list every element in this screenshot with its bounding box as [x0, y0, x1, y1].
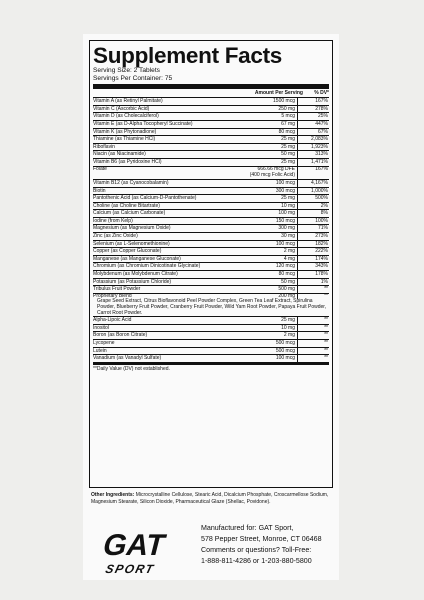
nutrient-name: Vitamin E (as D-Alpha Tocopheryl Succinate) — [93, 120, 193, 127]
nutrient-dv: 8% — [297, 210, 329, 217]
nutrient-name: Magnesium (as Magnesium Oxide) — [93, 225, 171, 232]
table-row — [93, 180, 329, 188]
table-row — [93, 263, 329, 271]
other-ingredients — [91, 492, 333, 505]
table-row — [93, 106, 329, 114]
nutrient-list-2 — [93, 180, 329, 294]
nutrient-dv: 100% — [297, 218, 329, 225]
logo-text-bottom: SPORT — [104, 562, 157, 576]
nutrient-name: Manganese (as Manganese Gluconate) — [93, 255, 181, 262]
nutrient-amount: 100 mcg — [275, 179, 295, 186]
nutrient-name: Choline (as Choline Bitartrate) — [93, 202, 160, 209]
table-row — [93, 332, 329, 340]
nutrient-amount: 2 mg — [283, 248, 295, 255]
nutrient-name: Tribulus Fruit Powder — [93, 286, 141, 293]
nutrient-amount: 500 mg — [278, 286, 295, 293]
blend-name: Proprietary Blend — [93, 292, 132, 299]
nutrient-dv: 222% — [297, 248, 329, 255]
nutrient-dv: 273% — [297, 233, 329, 240]
nutrient-dv: 1,000% — [297, 188, 329, 195]
table-row — [93, 340, 329, 348]
gat-sport-logo — [95, 524, 173, 578]
nutrient-amount: 25 mg — [281, 136, 295, 143]
nutrient-dv: ** — [297, 355, 329, 362]
nutrient-dv: 178% — [297, 271, 329, 278]
serving-size: Serving Size: 2 Tablets — [93, 67, 160, 74]
nutrient-amount: 25 mg — [281, 195, 295, 202]
table-row — [93, 233, 329, 241]
nutrient-amount: 67 mg — [281, 120, 295, 127]
nutrient-dv: 447% — [297, 121, 329, 128]
nutrient-dv: 1,471% — [297, 159, 329, 166]
servings-per-container: Servings Per Container: 75 — [93, 74, 173, 82]
nutrient-name: Selenium (as L-Selenomethionine) — [93, 240, 170, 247]
nutrient-dv: 71% — [297, 225, 329, 232]
nutrient-amount: 500 mcg — [275, 339, 295, 346]
nutrient-dv: 174% — [297, 256, 329, 263]
nutrient-name: Iodine (from Kelp) — [93, 217, 133, 224]
nutrient-amount: 50 mg — [281, 151, 295, 158]
nutrient-dv: 25% — [297, 113, 329, 120]
table-row — [93, 188, 329, 196]
table-row — [93, 151, 329, 159]
nutrient-name: Chromium (as Chromium Dinicotinate Glycinate) — [93, 263, 201, 270]
nutrient-name: Folate — [93, 166, 107, 172]
nutrient-name: Vitamin C (Ascorbic Acid) — [93, 105, 150, 112]
table-row — [93, 144, 329, 152]
nutrient-amount: 100 mcg — [275, 355, 295, 362]
nutrient-amount: 100 mcg — [275, 240, 295, 247]
table-row — [93, 129, 329, 137]
nutrient-dv: 1,923% — [297, 144, 329, 151]
table-row — [93, 121, 329, 129]
nutrient-name: Boron (as Boron Citrate) — [93, 332, 148, 339]
table-row — [93, 279, 329, 287]
nutrient-amount: 50 mg — [281, 278, 295, 285]
blend-ingredients: Grape Seed Extract, Citrus Bioflavonoid Peel Powder Complex, Green Tea Leaf Extract, Spirulina Powder, Blueberry Fruit Powder, Cranberry Fruit Powder, Wild Yam Root Powder, Papaya Fruit Powder, Carrot Root Powder. — [97, 298, 327, 316]
phone-numbers: 1-888-811-4286 or 1-203-880-5800 — [201, 557, 312, 566]
nutrient-amount: 120 mcg — [275, 263, 295, 270]
nutrient-amount: 300 mg — [278, 225, 295, 232]
nutrient-name: Vanadium (as Vanadyl Sulfate) — [93, 355, 162, 362]
nutrient-name: Riboflavin — [93, 143, 115, 150]
folate-amount-1: 666.66 mcg DFE — [257, 165, 295, 172]
nutrient-name: Copper (as Copper Gluconate) — [93, 248, 162, 255]
blend-dv: ** — [297, 294, 329, 300]
nutrient-amount: 500 mcg — [275, 347, 295, 354]
nutrient-amount: 25 mg — [281, 143, 295, 150]
nutrient-dv: 1% — [297, 279, 329, 286]
nutrient-dv: 343% — [297, 263, 329, 270]
nutrient-name: Potassium (as Potassium Chloride) — [93, 278, 172, 285]
nutrient-name: Vitamin B6 (as Pyridoxine HCl) — [93, 158, 162, 165]
nutrient-amount: 250 mg — [278, 105, 295, 112]
nutrient-amount: 10 mg — [281, 324, 295, 331]
folate-amount-2: (400 mcg Folic Acid) — [249, 171, 295, 178]
column-header — [93, 89, 329, 98]
nutrient-name: Molybdenum (as Molybdenum Citrate) — [93, 271, 178, 278]
other-ingredients-label: Other Ingredients: — [91, 492, 135, 498]
supplement-facts-box — [89, 40, 333, 488]
nutrient-amount: 300 mcg — [275, 187, 295, 194]
nutrient-name: Inositol — [93, 324, 109, 331]
nutrient-amount: 150 mcg — [275, 217, 295, 224]
nutrient-dv: 67% — [297, 129, 329, 136]
nutrient-dv: 167% — [297, 167, 329, 179]
nutrient-dv: 182% — [297, 241, 329, 248]
nutrient-amount: 25 mg — [281, 158, 295, 165]
nutrient-name: Biotin — [93, 187, 106, 194]
table-row — [93, 113, 329, 121]
table-row — [93, 248, 329, 256]
nutrient-list-1 — [93, 98, 329, 166]
nutrient-dv: ** — [297, 348, 329, 355]
table-row — [93, 195, 329, 203]
nutrient-amount: 10 mg — [281, 202, 295, 209]
comments-line: Comments or questions? Toll-Free: — [201, 546, 312, 555]
dv-header: % DV* — [314, 90, 329, 97]
nutrient-dv: ** — [297, 340, 329, 347]
nutrient-name: Pantothenic Acid (as Calcium-D-Pantothenate) — [93, 195, 197, 202]
nutrient-dv: 167% — [297, 98, 329, 105]
nutrient-dv: ** — [297, 332, 329, 339]
nutrient-dv: 2% — [297, 203, 329, 210]
nutrient-amount: 80 mcg — [278, 271, 295, 278]
nutrient-dv: 313% — [297, 151, 329, 158]
table-row — [93, 271, 329, 279]
nutrient-amount: 80 mcg — [278, 128, 295, 135]
nutrient-list-3 — [93, 317, 329, 363]
nutrient-amount: 1500 mcg — [273, 98, 295, 105]
nutrient-dv: ** — [297, 286, 329, 293]
table-row — [93, 241, 329, 249]
table-row — [93, 355, 329, 363]
blend-amount: 200 mg — [278, 292, 295, 299]
nutrient-name: Lycopene — [93, 339, 115, 346]
table-row — [93, 210, 329, 218]
nutrient-amount: 100 mg — [278, 210, 295, 217]
nutrient-dv: 4,167% — [297, 180, 329, 187]
table-row — [93, 256, 329, 264]
logo-text-top: GAT — [99, 528, 169, 562]
nutrient-name: Niacin (as Niacinamide) — [93, 151, 146, 158]
other-ingredients-text: Microcrystalline Cellulose, Stearic Acid, Dicalcium Phosphate, Croscarmellose Sodium, Magnesium Stearate, Silicon Dioxide, Pharmaceutical Glaze (Shellac, Povidone). — [91, 492, 329, 505]
nutrient-name: Alpha-Lipoic Acid — [93, 317, 132, 324]
dv-footnote: **Daily Value (DV) not established. — [93, 366, 170, 373]
nutrient-name: Vitamin K (as Phytonadione) — [93, 128, 157, 135]
nutrient-name: Vitamin B12 (as Cyanocobalamin) — [93, 179, 169, 186]
nutrient-name: Vitamin A (as Retinyl Palmitate) — [93, 98, 163, 105]
table-row — [93, 225, 329, 233]
table-row — [93, 325, 329, 333]
table-row — [93, 348, 329, 356]
proprietary-blend — [93, 294, 329, 317]
nutrient-amount: 5 mcg — [281, 113, 295, 120]
nutrient-dv: 500% — [297, 195, 329, 202]
manufacturer-address: 578 Pepper Street, Monroe, CT 06468 — [201, 535, 322, 544]
table-row — [93, 203, 329, 211]
manufacturer-line-1: Manufactured for: GAT Sport, — [201, 524, 294, 532]
table-row — [93, 218, 329, 226]
nutrient-name: Lutein — [93, 347, 107, 354]
nutrient-amount: 25 mg — [281, 317, 295, 324]
amount-header: Amount Per Serving — [254, 90, 303, 97]
nutrient-amount: 30 mg — [281, 233, 295, 240]
table-row — [93, 136, 329, 144]
table-row — [93, 317, 329, 325]
label-panel — [83, 34, 339, 580]
nutrient-name: Zinc (as Zinc Oxide) — [93, 233, 138, 240]
table-row — [93, 98, 329, 106]
nutrient-dv: ** — [297, 325, 329, 332]
nutrient-dv: 278% — [297, 106, 329, 113]
nutrient-amount: 2 mg — [283, 332, 295, 339]
manufacturer-info — [201, 523, 339, 567]
table-row-folate — [93, 167, 329, 180]
nutrient-name: Calcium (as Calcium Carbonate) — [93, 210, 166, 217]
nutrient-name: Vitamin D (as Cholecalciferol) — [93, 113, 159, 120]
nutrient-name: Thiamine (as Thiamine HCl) — [93, 136, 156, 143]
nutrient-amount: 4 mg — [283, 255, 295, 262]
nutrient-dv: 2,083% — [297, 136, 329, 143]
facts-title: Supplement Facts — [93, 43, 282, 68]
nutrient-dv: ** — [297, 317, 329, 324]
